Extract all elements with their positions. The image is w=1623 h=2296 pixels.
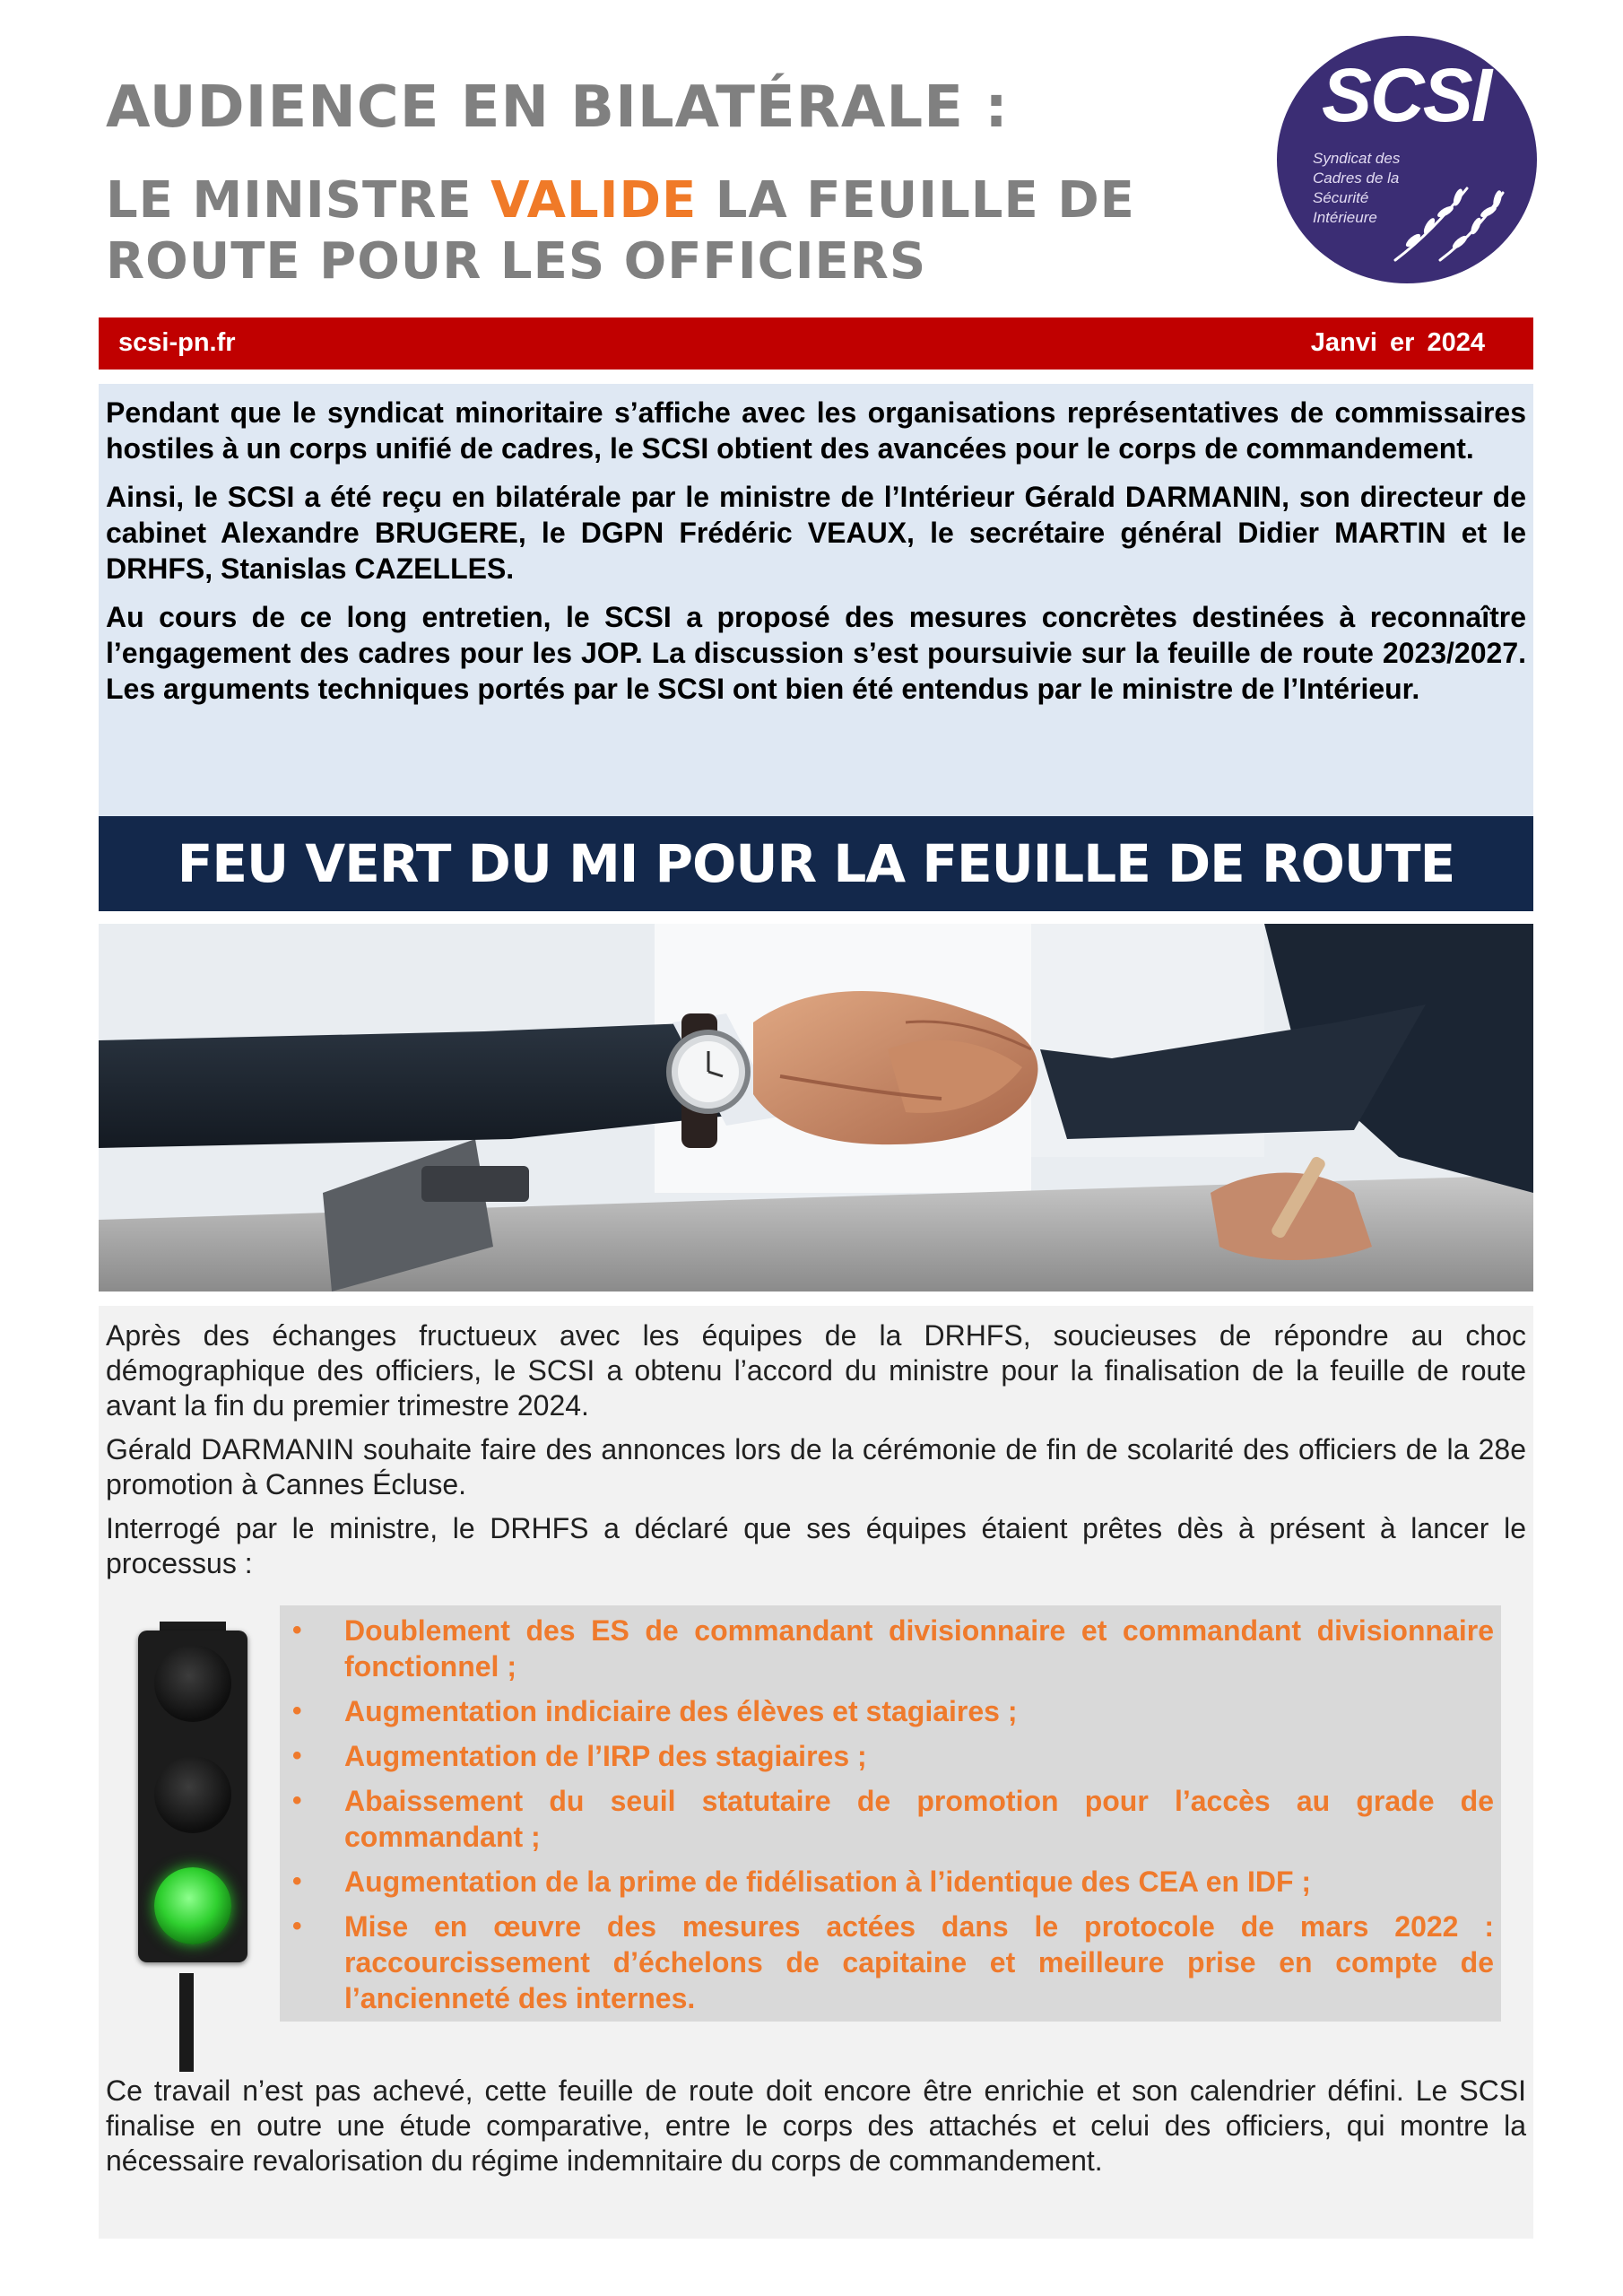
intro-paragraph: Pendant que le syndicat minoritaire s’affiche avec les organisations représentatives de commissaires hostiles à un corps unifié de cadres, le SCSI obtient des avancées pour le corps de commandement.	[106, 396, 1526, 465]
red-lamp-off	[154, 1645, 231, 1722]
traffic-light-pole	[179, 1973, 194, 2072]
handshake-photo	[99, 924, 1533, 1292]
headline-part: LE MINISTRE	[106, 171, 491, 230]
info-strip	[99, 317, 1533, 370]
measure-item: • Augmentation de l’IRP des stagiaires ;	[287, 1738, 1494, 1774]
body-paragraph: Après des échanges fructueux avec les équipes de la DRHFS, soucieuses de répondre au choc démographique des officiers, le SCSI a obtenu l’accord du ministre pour la finalisation de la feuille de route avant la fin du premier trimestre 2024.	[106, 1319, 1526, 1422]
body-paragraph: Interrogé par le ministre, le DRHFS a déclaré que ses équipes étaient prêtes dès à présent à lancer le processus :	[106, 1512, 1526, 1579]
intro-box	[99, 384, 1533, 816]
logo-line: Cadres de la	[1313, 170, 1400, 187]
section-banner: FEU VERT DU MI POUR LA FEUILLE DE ROUTE	[99, 816, 1533, 911]
headline-part: LA FEUILLE DE ROUTE POUR LES OFFICIERS	[106, 171, 1135, 291]
measure-item: • Abaissement du seuil statutaire de promotion pour l’accès au grade de commandant ;	[287, 1783, 1494, 1855]
olive-branch-icon	[1377, 170, 1521, 269]
measure-item: • Doublement des ES de commandant divisionnaire et commandant divisionnaire fonctionnel ;	[287, 1613, 1494, 1684]
handshake-illustration	[99, 924, 1533, 1292]
logo-line: Sécurité	[1313, 189, 1369, 206]
measure-item: • Augmentation indiciaire des élèves et stagiaires ;	[287, 1693, 1494, 1729]
measures-list	[287, 1613, 1494, 2016]
intro-paragraph: Ainsi, le SCSI a été reçu en bilatérale par le ministre de l’Intérieur Gérald DARMANIN, son directeur de cabinet Alexandre BRUGERE, le DGPN Frédéric VEAUX, le secrétaire général Didier MARTIN et le DRHFS, Stanislas CAZELLES.	[106, 481, 1526, 585]
publication-date: Janvi er 2024	[1310, 328, 1485, 357]
measure-item: • Augmentation de la prime de fidélisation à l’identique des CEA en IDF ;	[287, 1864, 1494, 1900]
amber-lamp-off	[154, 1756, 231, 1833]
headline-accent-word: VALIDE	[490, 171, 698, 230]
logo-line: Syndicat des	[1313, 150, 1401, 167]
website-link[interactable]: scsi-pn.fr	[118, 328, 236, 357]
headline-line1: AUDIENCE EN BILATÉRALE :	[106, 74, 1009, 141]
scsi-logo	[1277, 36, 1537, 283]
measure-item: • Mise en œuvre des mesures actées dans le protocole de mars 2022 : raccourcissement d’échelons de capitaine et meilleure prise en compte de l’ancienneté des internes.	[287, 1909, 1494, 2016]
intro-paragraph: Au cours de ce long entretien, le SCSI a proposé des mesures concrètes destinées à reconnaître l’engagement des cadres pour les JOP. La discussion s’est poursuivie sur la feuille de route 2023/2027. Les arguments techniques portés par le SCSI ont bien été entendus par le ministre de l’Intérieur.	[106, 601, 1526, 705]
measures-box	[280, 1605, 1501, 2022]
closing-paragraph: Ce travail n’est pas achevé, cette feuille de route doit encore être enrichie et son calendrier défini. Le SCSI finalise en outre une étude comparative, entre le corps des attachés et celui des officiers, qui montre la nécessaire revalorisation du régime indemnitaire du corps de commandement.	[106, 2074, 1526, 2177]
logo-line: Intérieure	[1313, 209, 1377, 226]
body-paragraph: Gérald DARMANIN souhaite faire des annonces lors de la cérémonie de fin de scolarité des officiers de la 28e promotion à Cannes Écluse.	[106, 1433, 1526, 1500]
headline-line2	[106, 170, 1245, 292]
green-lamp-on	[154, 1867, 231, 1944]
logo-abbreviation: SCSI	[1322, 53, 1491, 137]
traffic-light-icon	[138, 1631, 247, 1962]
